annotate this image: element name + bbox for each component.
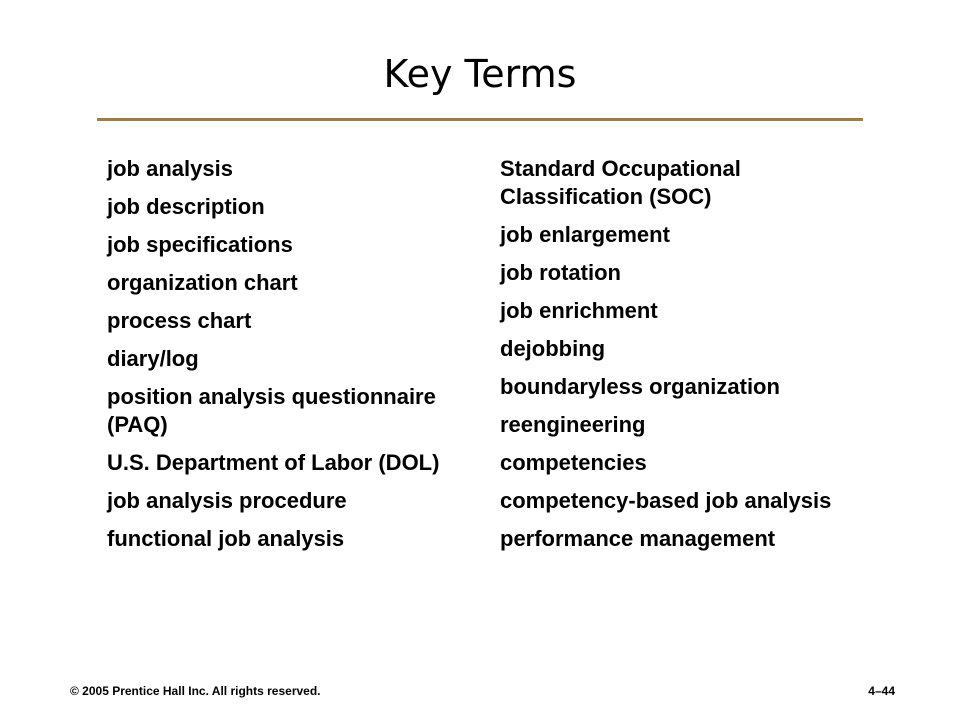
list-item: organization chart xyxy=(107,270,298,295)
list-item: diary/log xyxy=(107,346,199,371)
list-item: functional job analysis xyxy=(107,526,345,551)
slide-title: Key Terms xyxy=(383,52,577,96)
list-item: process chart xyxy=(107,308,252,333)
list-item: competency-based job analysis xyxy=(500,488,832,513)
title-divider xyxy=(97,118,863,121)
list-item: performance management xyxy=(500,526,776,551)
list-item: job analysis xyxy=(107,156,233,181)
list-item: reengineering xyxy=(500,412,646,437)
copyright-notice: © 2005 Prentice Hall Inc. All rights reserved. xyxy=(70,684,321,698)
right-terms-list xyxy=(500,155,860,563)
page-number: 4–44 xyxy=(868,684,895,698)
left-terms-list xyxy=(107,155,452,563)
list-item: U.S. Department of Labor (DOL) xyxy=(107,450,440,475)
list-item: boundaryless organization xyxy=(500,374,780,399)
list-item: job analysis procedure xyxy=(107,488,347,513)
list-item: Standard Occupational Classification (SOC) xyxy=(500,156,741,209)
list-item: position analysis questionnaire (PAQ) xyxy=(107,384,436,437)
list-item: job rotation xyxy=(500,260,621,285)
list-item: job enlargement xyxy=(500,222,670,247)
list-item: dejobbing xyxy=(500,336,606,361)
list-item: competencies xyxy=(500,450,647,475)
list-item: job enrichment xyxy=(500,298,658,323)
list-item: job description xyxy=(107,194,265,219)
list-item: job specifications xyxy=(107,232,293,257)
